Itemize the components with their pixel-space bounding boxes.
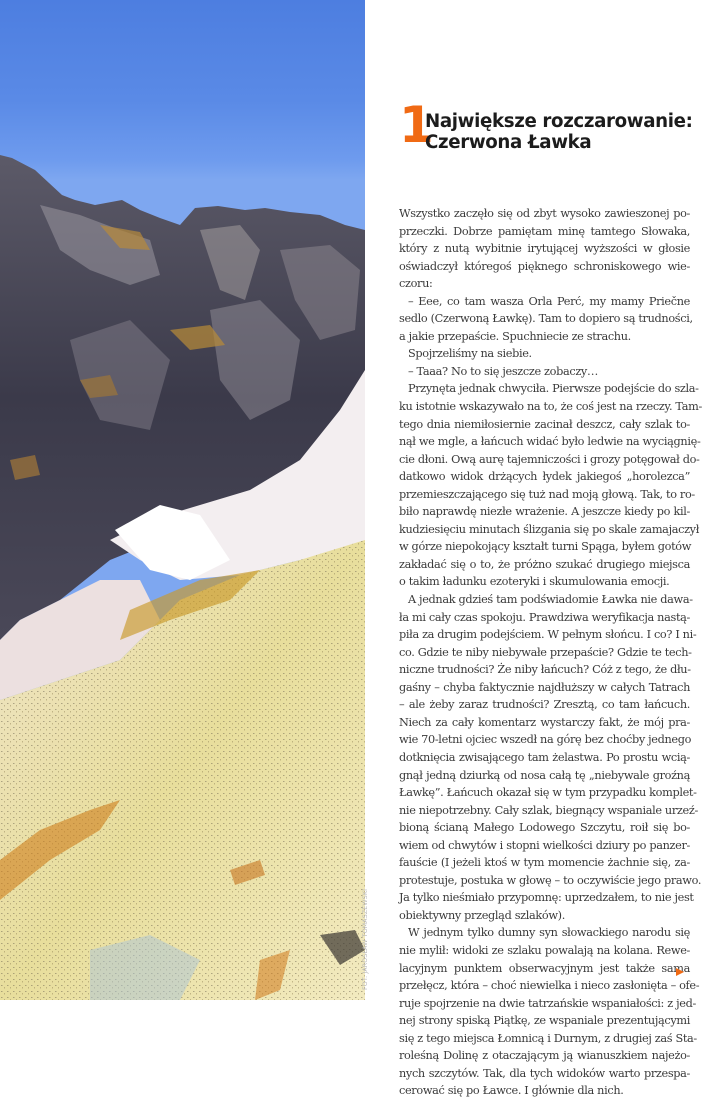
triangle-right-icon bbox=[676, 968, 684, 976]
article-line: a jakie przepaście. Spuchniecie ze strachu. bbox=[399, 329, 631, 343]
article-title-line: Czerwona Ławka bbox=[425, 132, 592, 153]
article-line: przeczki. Dobrze pamiętam minę tamtego Słowaka, bbox=[399, 224, 690, 238]
article-line: przełęcz, która – choć niewielka i nieco zasłonięta – ofe- bbox=[399, 979, 700, 993]
article-line: – Eee, co tam wasza Orla Perć, my mamy Priečne bbox=[408, 294, 690, 308]
article-body bbox=[399, 205, 702, 1100]
article-line: dotknięcia zwisającego tam żelastwa. Po prostu wcią- bbox=[399, 750, 690, 764]
article-line: Ja tylko nieśmiało przypomnę: uprzedzałem, to nie jest bbox=[399, 891, 694, 905]
article-line: o takim ładunku ezoteryki i skumulowania emocji. bbox=[399, 575, 670, 589]
article-line: nie mylił: widoki ze szlaku powalają na kolana. Rewe- bbox=[399, 943, 690, 957]
photo-credit: FOT. JAROSŁAW TOMASZEWSKI bbox=[362, 888, 369, 990]
article-line: ku istotnie wskazywało na to, że coś jest na rzeczy. Tam- bbox=[399, 400, 702, 414]
article-line: bioną ścianą Małego Lodowego Szczytu, roił się bo- bbox=[399, 821, 690, 835]
article-line: piła za drugim podejściem. W pełnym słońcu. I co? I ni- bbox=[399, 628, 697, 642]
ranking-number: 1 bbox=[399, 96, 432, 154]
article-line: nął we mgle, a łańcuch widać było ledwie na wyciągnię- bbox=[399, 435, 701, 449]
article-line: lacyjnym punktem obserwacyjnym jest także sama bbox=[399, 961, 690, 975]
article-line: czoru: bbox=[399, 277, 433, 291]
article-line: ruje spojrzenie na dwie tatrzańskie wspaniałości: z jed- bbox=[399, 996, 696, 1010]
article-line: zakładać się o to, że próżno szukać drugiego miejsca bbox=[399, 557, 690, 571]
article-line: nie niepotrzebny. Cały szlak, biegnący wspaniale urzeź- bbox=[399, 803, 698, 817]
article-title bbox=[425, 111, 707, 153]
article-line: kudziesięciu minutach ślizgania się po skale zamajaczył bbox=[399, 522, 700, 536]
article-line: W jednym tylko dumny syn słowackiego narodu się bbox=[408, 926, 690, 940]
article-line: fauście (I jeżeli ktoś w tym momencie żachnie się, za- bbox=[399, 856, 690, 870]
article-line: przemieszczającego się tuż nad moją głową. Tak, to ro- bbox=[399, 487, 695, 501]
article-line: który z nutą wybitnie irytującej wyższości w głosie bbox=[399, 242, 690, 256]
article-line: wie 70-letni ojciec wszedł na górę bez choćby jednego bbox=[399, 733, 692, 747]
article-line: Wszystko zaczęło się od zbyt wysoko zawieszonej po- bbox=[399, 207, 690, 220]
article-line: datkowo widok drżących łydek jakiegoś „horolezca” bbox=[399, 470, 690, 484]
article-line: się z tego miejsca Łomnicą i Durnym, z drugiej zaś Sta- bbox=[399, 1031, 697, 1045]
article-line: cie dłoni. Ową aurę tajemniczości i grozy potęgował do- bbox=[399, 452, 700, 466]
article-line: niczne trudności? Że niby łańcuch? Cóż z tego, że dłu- bbox=[399, 663, 691, 677]
article-line: Przynęta jednak chwyciła. Pierwsze podejście do szla- bbox=[408, 382, 699, 396]
article-line: cerować się po Ławce. I głównie dla nich. bbox=[399, 1084, 624, 1098]
mountain-photo-illustration bbox=[0, 0, 365, 1000]
article-line: Niech za cały komentarz wystarczy fakt, że mój pra- bbox=[399, 715, 690, 729]
article-line: wiem od chwytów i stopni wielkości dziury po panzer- bbox=[399, 838, 690, 852]
article-line: nej strony spiską Piątkę, ze wspaniale prezentującymi bbox=[399, 1014, 690, 1028]
article-line: co. Gdzie te niby niebywałe przepaście? Gdzie te tech- bbox=[399, 645, 692, 659]
article-line: w górze niepokojący kształt turni Spąga, byłem gotów bbox=[399, 540, 692, 554]
article-line: Ławkę”. Łańcuch okazał się w tym przypadku komplet- bbox=[399, 786, 697, 800]
article-line: sedlo (Czerwoną Ławkę). Tam to dopiero są trudności, bbox=[399, 312, 693, 326]
article-line: – ale żeby zaraz trudności? Zresztą, co tam łańcuch. bbox=[399, 698, 690, 712]
article-line: tego dnia niemiłosiernie zacinał deszcz, cały szlak to- bbox=[399, 417, 690, 431]
article-line: – Taaa? No to się jeszcze zobaczy… bbox=[408, 364, 598, 378]
article-line: protestuje, postuka w głowę – to oczywiście jego prawo. bbox=[399, 873, 702, 887]
mountain-photo bbox=[0, 0, 365, 1000]
article-line: gaśny – chyba faktycznie najdłuższy w całych Tatrach bbox=[399, 680, 690, 694]
article-line: A jednak gdzieś tam podświadomie Ławka nie dawa- bbox=[408, 593, 693, 607]
article-line: ła mi cały czas spokoju. Prawdziwa weryfikacja nastą- bbox=[399, 610, 690, 624]
article-line: gnął jedną dziurką od nosa całą tę „niebywale groźną bbox=[399, 768, 690, 782]
article-line: Spojrzeliśmy na siebie. bbox=[408, 347, 532, 361]
article-line: biło naprawdę niezłe wrażenie. A jeszcze kiedy po kil- bbox=[399, 505, 690, 519]
article-line: roleśną Dolinę z otaczającym ją wianuszkiem najeżo- bbox=[399, 1049, 690, 1063]
article-title-line: Największe rozczarowanie: bbox=[425, 111, 693, 132]
article-line: obiektywny przegląd szlaków). bbox=[399, 908, 565, 922]
article-line: oświadczył któregoś pięknego schroniskowego wie- bbox=[399, 259, 690, 273]
article-line: nych szczytów. Tak, dla tych widoków warto przespa- bbox=[399, 1066, 690, 1080]
